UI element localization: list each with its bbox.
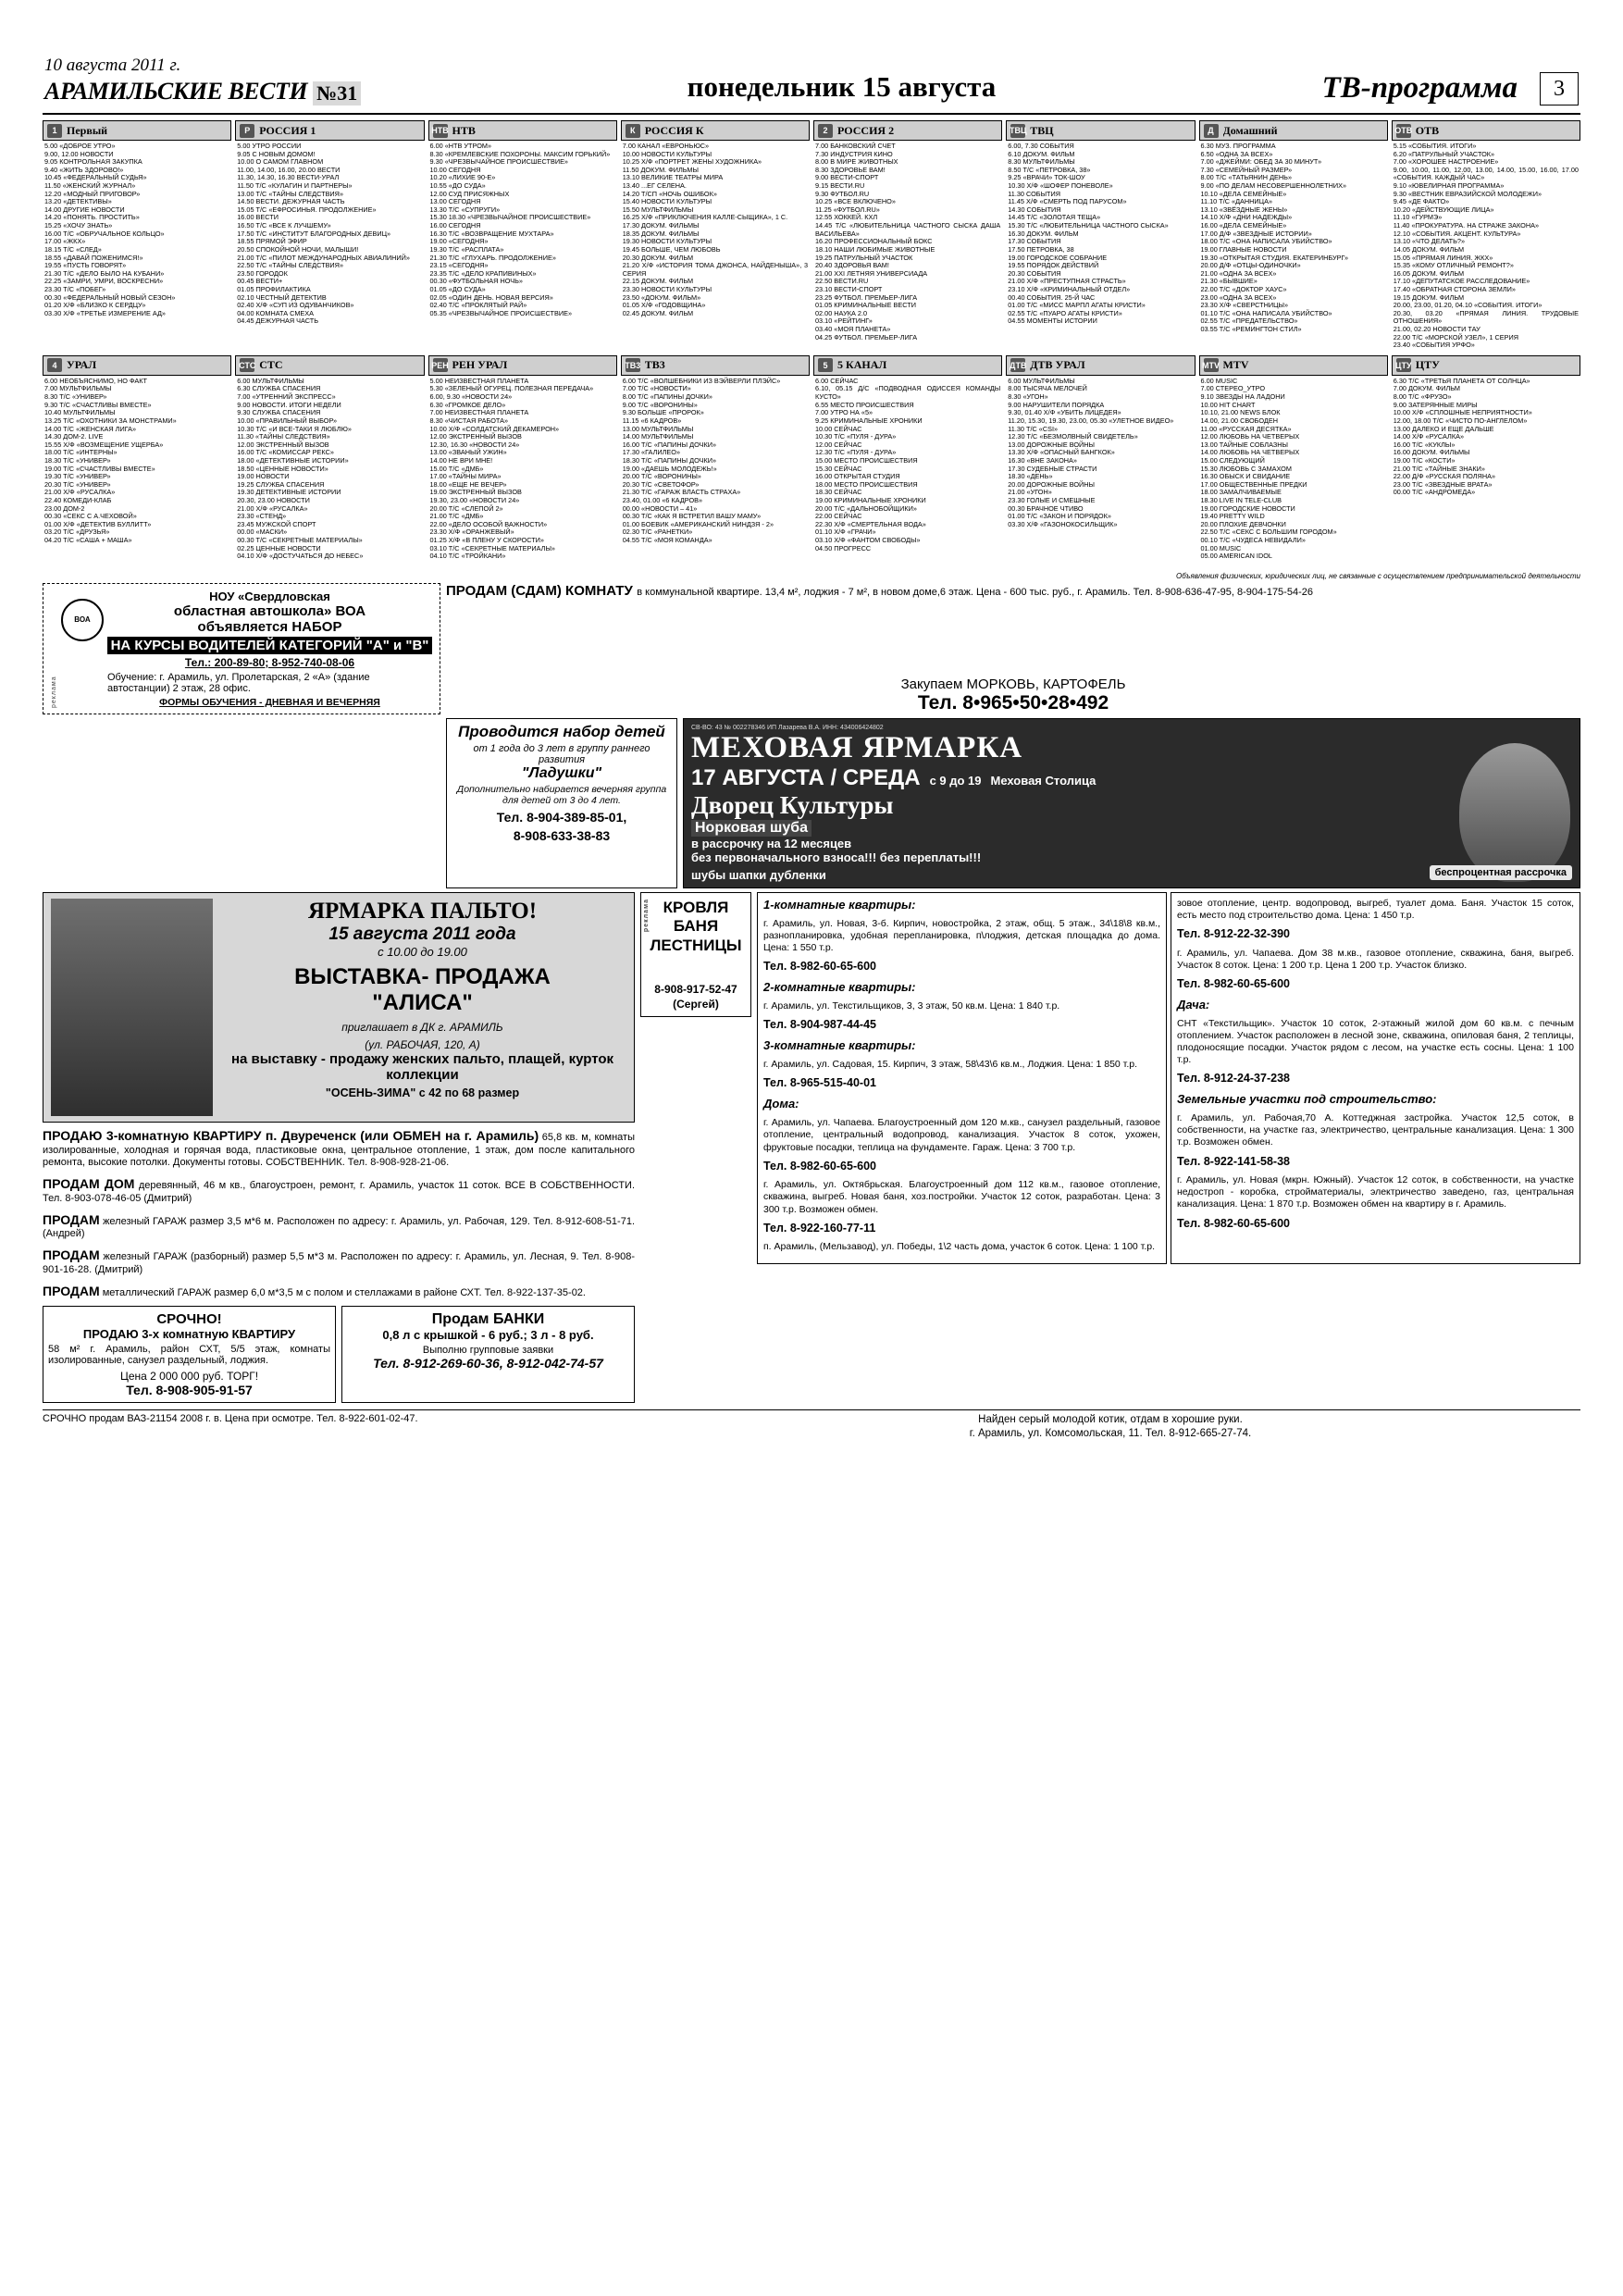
channel-column — [621, 355, 810, 561]
channel-column — [235, 120, 424, 350]
jars-note: Выполню групповые заявки — [422, 1345, 554, 1357]
channel-listing: 6.00 МУЛЬТФИЛЬМЫ 6.30 СЛУЖБА СПАСЕНИЯ 7.00 «УТРЕННИЙ ЭКСПРЕСС» 9.00 НОВОСТИ. ИТОГИ НЕДЕЛИ 9.30 СЛУЖБА СПАСЕНИЯ 10.00 «ПРАВИЛЬНЫЙ ВЫБОР» 10.30 Т/С «И ВСЕ-ТАКИ Я ЛЮБЛЮ» 11.30 «ТАЙНЫ СЛЕДСТВИЯ» 12.00 ЭКСТРЕННЫЙ ВЫЗОВ 16.00 Т/С «КОМИССАР РЕКС» 18.00 «ДЕТЕКТИВНЫЕ ИСТОРИИ» 18.50 «ЦЕННЫЕ НОВОСТИ» 19.00 НОВОСТИ 19.25 СЛУЖБА СПАСЕНИЯ 19.30 ДЕТЕКТИВНЫЕ ИСТОРИИ 20.30, 23.00 НОВОСТИ 21.00 Х/Ф «РУСАЛКА» 23.30 «СТЕНД» 23.45 МУЖСКОЙ СПОРТ 00.00 «МАСКИ» 00.30 Т/С «СЕКРЕТНЫЕ МАТЕРИАЛЫ» 02.25 ЦЕННЫЕ НОВОСТИ 04.10 Х/Ф «ДОСТУЧАТЬСЯ ДО НЕБЕС» — [237, 376, 364, 561]
realty-phone: Тел. 8-982-60-65-600 — [763, 1159, 876, 1173]
realty-item: г. Арамиль, ул. Чапаева. Дом 38 м.кв., газовое отопление, скважина, баня, выгреб. Участок 8 соток. Цена: 1 200 т.р. Цена 1 200 т.р. Участок близко. — [1177, 947, 1574, 971]
channel-listing: 5.15 «СОБЫТИЯ. ИТОГИ» 6.20 «ПАТРУЛЬНЫЙ УЧАСТОК» 7.00 «ХОРОШЕЕ НАСТРОЕНИЕ» 9.00, 10.00, 11.00, 12.00, 13.00, 14.00, 15.00, 16.00, 17.00 «СОБЫТИЯ. КАЖДЫЙ ЧАС» 9.10 «ЮВЕЛИРНАЯ ПРОГРАММА» 9.30 «ВЕСТНИК ЕВРАЗИЙСКОЙ МОЛОДЕЖИ» 9.45 «ДЕ ФАКТО» 10.20 «ДЕЙСТВУЮЩИЕ ЛИЦА» 11.10 «ГУРМЭ» 11.40 «ПРОКУРАТУРА. НА СТРАЖЕ ЗАКОНА» 12.10 «СОБЫТИЯ. АКЦЕНТ. КУЛЬТУРА» 13.10 «ЧТО ДЕЛАТЬ?» 14.05 ДОКУМ. ФИЛЬМ 15.05 «ПРЯМАЯ ЛИНИЯ. ЖКХ» 15.35 «КОМУ ОТЛИЧНЫЙ РЕМОНТ?» 16.05 ДОКУМ. ФИЛЬМ 17.10 «ДЕПУТАТСКОЕ РАССЛЕДОВАНИЕ» 17.40 «ОБРАТНАЯ СТОРОНА ЗЕМЛИ» 19.15 ДОКУМ. ФИЛЬМ 20.00, 23.00, 01.20, 04.10 «СОБЫТИЯ. ИТОГИ» 20.30, 03.20 «ПРЯМАЯ ЛИНИЯ. ТРУДОВЫЕ ОТНОШЕНИЯ» 21.00, 02.20 НОВОСТИ ТАУ 22.00 Т/С «МОРСКОЙ УЗЕЛ», 1 СЕРИЯ 23.40 «СОБЫТИЯ УРФО» — [1393, 142, 1579, 350]
channel-name: MTV — [1222, 358, 1249, 372]
fur-title: МЕХОВАЯ ЯРМАРКА — [691, 730, 1023, 764]
classified-head: ПРОДАМ — [43, 1283, 100, 1298]
coat-date: 15 августа 2011 года — [328, 924, 516, 944]
fur-installment: в рассрочку на 12 месяцев — [691, 836, 852, 850]
classified-body: железный ГАРАЖ (разборный) размер 5,5 м*3 м. Расположен по адресу: г. Арамиль, ул. Лесная, 9. Тел. 8-908-901-16-28. (Дмитрий) — [43, 1251, 635, 1275]
tv-schedule — [0, 115, 1623, 561]
urgent-flat-ad — [43, 1306, 336, 1403]
channel-column — [813, 120, 1002, 350]
coat-collection: "ОСЕНЬ-ЗИМА" с 42 по 68 размер — [325, 1086, 520, 1099]
channel-listing: 6.00 Т/С «ВОЛШЕБНИКИ ИЗ ВЭЙВЕРЛИ ПЛЭЙС» 7.00 Т/С «НОВОСТИ» 8.00 Т/С «ПАПИНЫ ДОЧКИ» 9.00 Т/С «ВОРОНИНЫ» 9.30 БОЛЬШЕ «ПРОРОК» 11.15 «6 КАДРОВ» 13.00 МУЛЬТФИЛЬМЫ 14.00 МУЛЬТФИЛЬМЫ 16.00 Т/С «ПАПИНЫ ДОЧКИ» 17.30 «ГАЛИЛЕО» 18.30 Т/С «ПАПИНЫ ДОЧКИ» 19.00 «ДАЕШЬ МОЛОДЕЖЬ!» 20.00 Т/С «ВОРОНИНЫ» 20.30 Т/С «СВЕТОФОР» 21.30 Т/С «ГАРАЖ ВЛАСТЬ СТРАХА» 23.40, 01.00 «6 КАДРОВ» 00.00 «НОВОСТИ – 41» 00.30 Т/С «КАК Я ВСТРЕТИЛ ВАШУ МАМУ» 01.00 БОЕВИК «АМЕРИКАНСКИЙ НИНДЗЯ - 2» 02.30 Т/С «РАНЕТКИ» 04.55 Т/С «МОЯ КОМАНДА» — [622, 376, 781, 545]
urgent-label: СРОЧНО! — [156, 1311, 222, 1328]
realty-head: 3-комнатные квартиры: — [763, 1038, 916, 1053]
realty-head: Земельные участки под строительство: — [1177, 1091, 1437, 1106]
kids-club-ad — [446, 718, 677, 888]
classified-item — [43, 1284, 635, 1300]
ads-row-3 — [43, 892, 1580, 1404]
fur-registration: СВ-ВО: 43 № 002278346 ИП Лазарева В.А. ИНН: 434006424802 — [691, 724, 884, 731]
realty-phone: Тел. 8-982-60-65-600 — [1177, 976, 1290, 990]
channel-listing: 6.30 МУЗ. ПРОГРАММА 6.50 «ОДНА ЗА ВСЕХ» 7.00 «ДЖЕЙМИ: ОБЕД ЗА 30 МИНУТ» 7.30 «СЕМЕЙНЫЙ РАЗМЕР» 8.00 Т/С «ТАТЬЯНИН ДЕНЬ» 9.00 «ПО ДЕЛАМ НЕСОВЕРШЕННОЛЕТНИХ» 10.10 «ДЕЛА СЕМЕЙНЫЕ» 11.10 Т/С «ДАННИЦА» 13.10 «ЗВЁЗДНЫЕ ЖЕНЫ» 14.10 Х/Ф «ДНИ НАДЕЖДЫ» 16.00 «ДЕЛА СЕМЕЙНЫЕ» 17.00 Д/Ф «ЗВЕЗДНЫЕ ИСТОРИИ» 18.00 Т/С «ОНА НАПИСАЛА УБИЙСТВО» 19.00 ГЛАВНЫЕ НОВОСТИ 19.30 «ОТКРЫТАЯ СТУДИЯ. ЕКАТЕРИНБУРГ» 20.00 Д/Ф «ОТЦЫ-ОДИНОЧКИ» 21.00 «ОДНА ЗА ВСЕХ» 21.30 «БЫВШИЕ» 22.00 Т/С «ДОКТОР ХАУС» 23.00 «ОДНА ЗА ВСЕХ» 23.30 Х/Ф «СВЕРСТНИЦЫ» 01.10 Т/С «ОНА НАПИСАЛА УБИЙСТВО» 02.55 Т/С «ПРЕДАТЕЛЬСТВО» 03.55 Т/С «РЕМИНГТОН СТИЛ» — [1200, 142, 1349, 334]
realty-phone: Тел. 8-982-60-65-600 — [1177, 1216, 1290, 1230]
fur-date: 17 АВГУСТА / СРЕДА — [691, 764, 921, 790]
classified-head: ПРОДАЮ 3-комнатную КВАРТИРУ п. Двуреченск (или ОБМЕН на г. Арамиль) — [43, 1127, 539, 1143]
realty-item: п. Арамиль, (Мельзавод), ул. Победы, 1\2 часть дома, участок 6 соток. Цена: 1 100 т.р. — [763, 1241, 1155, 1253]
channel-listing: 5.00 «ДОБРОЕ УТРО» 9.00, 12.00 НОВОСТИ 9.05 КОНТРОЛЬНАЯ ЗАКУПКА 9.40 «ЖИТЬ ЗДОРОВО!» 10.45 «ФЕДЕРАЛЬНЫЙ СУДЬЯ» 11.50 «ЖЕНСКИЙ ЖУРНАЛ» 12.20 «МОДНЫЙ ПРИГОВОР» 13.20 «ДЕТЕКТИВЫ» 14.00 ДРУГИЕ НОВОСТИ 14.20 «ПОНЯТЬ. ПРОСТИТЬ» 15.25 «ХОЧУ ЗНАТЬ» 16.00 Т/С «ОБРУЧАЛЬНОЕ КОЛЬЦО» 17.00 «ЖКХ» 18.15 Т/С «СЛЕД» 18.55 «ДАВАЙ ПОЖЕНИМСЯ!» 19.55 «ПУСТЬ ГОВОРЯТ» 21.30 Т/С «ДЕЛО БЫЛО НА КУБАНИ» 22.25 «ЗАМРИ, УМРИ, ВОСКРЕСНИ» 23.30 Т/С «ПОБЕГ» 00.30 «ФЕДЕРАЛЬНЫЙ НОВЫЙ СЕЗОН» 01.20 Х/Ф «БЛИЗКО К СЕРДЦУ» 03.30 Х/Ф «ТРЕТЬЕ ИЗМЕРЕНИЕ АД» — [44, 142, 176, 317]
footer-lostfound-line1: Найден серый молодой котик, отдам в хорошие руки. — [978, 1414, 1243, 1426]
autoschool-forms: ФОРМЫ ОБУЧЕНИЯ - ДНЕВНАЯ И ВЕЧЕРНЯЯ — [159, 696, 380, 708]
channel-header — [621, 120, 810, 141]
realty-item: г. Арамиль, ул. Чапаева. Благоустроенный дом 120 м.кв., санузел раздельный, газовое отопление, центральный водопровод, канализация. Участок 8 соток, ухожен, фруктовые посадки, теплица на фундаменте. Гараж. Цена: 3 700 т.р. — [763, 1117, 1160, 1153]
channel-header — [1392, 120, 1580, 141]
kids-phone1: Тел. 8-904-389-85-01, — [496, 809, 627, 825]
channel-header — [428, 355, 617, 376]
coat-expo: ВЫСТАВКА- ПРОДАЖА — [294, 963, 551, 989]
autoschool-line1: НОУ «Свердловская — [209, 589, 330, 603]
realty-head: 1-комнатные квартиры: — [763, 897, 916, 912]
realty-phone: Тел. 8-922-141-58-38 — [1177, 1154, 1290, 1168]
realty-phone: Тел. 8-904-987-44-45 — [763, 1018, 876, 1032]
urgent-title: ПРОДАЮ 3-х комнатную КВАРТИРУ — [82, 1327, 296, 1342]
channel-name: Первый — [67, 123, 108, 137]
channel-column — [1006, 355, 1195, 561]
roofing-l3: ЛЕСТНИЦЫ — [650, 936, 742, 954]
channel-name: 5 КАНАЛ — [837, 358, 887, 372]
footer-lostfound — [640, 1413, 1580, 1441]
jars-prices: 0,8 л с крышкой - 6 руб.; 3 л - 8 руб. — [382, 1328, 594, 1343]
page-number: 3 — [1540, 72, 1579, 105]
coat-model-photo — [51, 899, 213, 1116]
channel-header — [235, 355, 424, 376]
channel-name: РЕН УРАЛ — [452, 358, 508, 372]
autoschool-body — [107, 590, 432, 708]
classified-item — [43, 1128, 635, 1170]
footer-divider — [43, 1409, 1580, 1410]
realty-item: г. Арамиль, ул. Новая, 3-б. Кирпич, новостройка, 2 этаж, общ. 5 этаж., 34\18\8 кв.м., разнопланировка, удобная перепланировка, п\лоджия, детская площадка до дома. Цена: 1 550 т.р. — [763, 918, 1160, 954]
realty-item: г. Арамиль, ул. Садовая, 15. Кирпич, 3 этаж, 58\43\6 кв.м., Лоджия. Цена: 1 850 т.р. — [763, 1059, 1137, 1071]
channel-logo-icon: 1 — [47, 124, 62, 138]
paper-title-row — [44, 78, 361, 105]
autoschool-ad — [43, 583, 440, 714]
classified-item — [43, 1212, 635, 1242]
channel-header — [1006, 355, 1195, 376]
realty-phone: Тел. 8-922-160-77-11 — [763, 1221, 876, 1235]
reklama-label: реклама — [51, 676, 57, 708]
coat-fair-ad — [43, 892, 635, 1123]
channel-listing: 5.00 НЕИЗВЕСТНАЯ ПЛАНЕТА 5.30 «ЗЕЛЕНЫЙ ОГУРЕЦ. ПОЛЕЗНАЯ ПЕРЕДАЧА» 6.00, 9.30 «НОВОСТИ 24» 6.30 «ГРОМКОЕ ДЕЛО» 7.00 НЕИЗВЕСТНАЯ ПЛАНЕТА 8.30 «ЧИСТАЯ РАБОТА» 10.00 Х/Ф «СОЛДАТСКИЙ ДЕКАМЕРОН» 12.00 ЭКСТРЕННЫЙ ВЫЗОВ 12.30, 16.30 «НОВОСТИ 24» 13.00 «ЗВАНЫЙ УЖИН» 14.00 НЕ ВРИ МНЕ! 15.00 Т/С «ДМБ» 17.00 «ТАЙНЫ МИРА» 18.00 «ЕЩЕ НЕ ВЕЧЕР» 19.00 ЭКСТРЕННЫЙ ВЫЗОВ 19.30, 23.00 «НОВОСТИ 24» 20.00 Т/С «СЛЕПОЙ 2» 21.00 Т/С «ДМБ» 22.00 «ДЕЛО ОСОБОЙ ВАЖНОСТИ» 23.30 Х/Ф «ОРАНЖЕВЫЙ» 01.25 Х/Ф «В ПЛЕНУ У СКОРОСТИ» 03.10 Т/С «СЕКРЕТНЫЕ МАТЕРИАЛЫ» 04.10 Т/С «ТРОЙКАНИ» — [429, 376, 594, 561]
realty-item: СНТ «Текстильщик». Участок 10 соток, 2-этажный жилой дом 60 кв.м. с печным отоплением. Участок расположен в лесной зоне, скважина, опиловая баня, 2 теплицы, плодоносящие посадки. Участок рядом с лесом, на участке есть сосны. Цена: 1 100 т.р. — [1177, 1017, 1574, 1066]
channel-header — [621, 355, 810, 376]
roofing-l2: БАНЯ — [673, 917, 719, 936]
channel-column — [43, 120, 231, 350]
paper-name: АРАМИЛЬСКИЕ ВЕСТИ — [44, 78, 308, 105]
ads-row-4 — [43, 1306, 635, 1403]
kids-title: Проводится набор детей — [458, 722, 665, 740]
fur-brand: Меховая Столица — [990, 773, 1096, 788]
channel-logo-icon: 4 — [47, 358, 62, 372]
ads-row-1 — [43, 583, 1580, 714]
channel-name: СТС — [259, 358, 283, 372]
coat-goods: на выставку - продажу женских пальто, плащей, курток коллекции — [230, 1050, 614, 1083]
urgent-phone: Тел. 8-908-905-91-57 — [126, 1383, 253, 1398]
realty-block — [757, 892, 1580, 1265]
realty-phone: Тел. 8-965-515-40-01 — [763, 1076, 876, 1090]
channel-logo-icon: СТС — [240, 358, 254, 372]
page-footer — [0, 1403, 1623, 1450]
channel-name: ОТВ — [1415, 123, 1440, 137]
kids-extra: Дополнительно набирается вечерняя группа для детей от 3 до 4 лет. — [456, 783, 667, 806]
channel-name: Домашний — [1222, 123, 1278, 137]
kids-name: "Ладушки" — [521, 764, 602, 781]
classified-body: деревянный, 46 м кв., благоустроен, ремонт, г. Арамиль, участок 11 соток. ВСЕ В СОБСТВЕННОСТИ. Тел. 8-903-078-46-05 (Дмитрий) — [43, 1180, 635, 1204]
coat-invite: приглашает в ДК г. АРАМИЛЬ — [341, 1020, 503, 1034]
channel-listing: 7.00 БАНКОВСКИЙ СЧЕТ 7.30 ИНДУСТРИЯ КИНО 8.00 В МИРЕ ЖИВОТНЫХ 8.30 ЗДОРОВЬЕ ВАМ! 9.00 ВЕСТИ-СПОРТ 9.15 ВЕСТИ.RU 9.30 ФУТБОЛ.RU 10.25 «ВСЕ ВКЛЮЧЕНО» 11.25 «ФУТБОЛ.RU» 12.55 ХОККЕЙ. КХЛ 14.45 Т/С «ЛЮБИТЕЛЬНИЦА ЧАСТНОГО СЫСКА ДАША ВАСИЛЬЕВА» 16.20 ПРОФЕССИОНАЛЬНЫЙ БОКС 18.10 НАШИ ЛЮБИМЫЕ ЖИВОТНЫЕ 19.25 ПАТРУЛЬНЫЙ УЧАСТОК 20.40 ЗДОРОВЬЯ ВАМ! 21.00 ХХI ЛЕТНЯЯ УНИВЕРСИАДА 22.50 ВЕСТИ.RU 23.10 ВЕСТИ-СПОРТ 23.25 ФУТБОЛ. ПРЕМЬЕР-ЛИГА 01.05 КРИМИНАЛЬНЫЕ ВЕСТИ 02.00 НАУКА 2.0 03.10 «РЕЙТИНГ» 03.40 «МОЯ ПЛАНЕТА» 04.25 ФУТБОЛ. ПРЕМЬЕР-ЛИГА — [815, 142, 1001, 341]
channel-column — [1199, 355, 1388, 561]
autoschool-phone: Тел.: 200-89-80; 8-952-740-08-06 — [184, 655, 355, 669]
classified-body: железный ГАРАЖ размер 3,5 м*6 м. Расположен по адресу: г. Арамиль, ул. Рабочая, 129. Тел. 8-912-608-51-71. (Андрей) — [43, 1215, 635, 1240]
tv-row-top — [43, 120, 1580, 350]
classified-item — [43, 1247, 635, 1277]
masthead-right — [1322, 71, 1579, 105]
channel-listing: 6.00 СЕЙЧАС 6.10, 05.15 Д/С «ПОДВОДНАЯ ОДИССЕЯ КОМАНДЫ КУСТО» 6.55 МЕСТО ПРОИСШЕСТВИЯ 7.00 УТРО НА «5» 9.25 КРИМИНАЛЬНЫЕ ХРОНИКИ 10.00 СЕЙЧАС 10.30 Т/С «ПУЛЯ - ДУРА» 12.00 СЕЙЧАС 12.30 Т/С «ПУЛЯ - ДУРА» 15.00 МЕСТО ПРОИСШЕСТВИЯ 15.30 СЕЙЧАС 16.00 ОТКРЫТАЯ СТУДИЯ 18.00 МЕСТО ПРОИСШЕСТВИЯ 18.30 СЕЙЧАС 19.00 КРИМИНАЛЬНЫЕ ХРОНИКИ 20.00 Т/С «ДАЛЬНОБОЙЩИКИ» 22.00 СЕЙЧАС 22.30 Х/Ф «СМЕРТЕЛЬНАЯ ВОДА» 01.10 Х/Ф «ГРАЧИ» 03.10 Х/Ф «ФАНТОМ СВОБОДЫ» 04.50 ПРОГРЕСС — [815, 376, 1001, 552]
classified-head: ПРОДАМ — [43, 1247, 100, 1263]
fur-badge: беспроцентная рассрочка — [1430, 865, 1572, 880]
channel-logo-icon: Р — [240, 124, 254, 138]
channel-column — [428, 355, 617, 561]
urgent-text: 58 м² г. Арамиль, район СХТ, 5/5 этаж, комнаты изолированные, санузел раздельный, лоджия. — [48, 1344, 330, 1367]
fur-fair-ad — [683, 718, 1580, 888]
carrot-ad-title: Закупаем МОРКОВЬ, КАРТОФЕЛЬ — [900, 676, 1126, 692]
issue-date: 10 августа 2011 г. — [44, 56, 181, 75]
urgent-price: Цена 2 000 000 руб. ТОРГ! — [119, 1370, 259, 1384]
channel-name: УРАЛ — [67, 358, 97, 372]
channel-logo-icon: ОТВ — [1396, 124, 1411, 138]
realty-phone: Тел. 8-982-60-65-600 — [763, 960, 876, 974]
autoschool-courses: НА КУРСЫ ВОДИТЕЛЕЙ КАТЕГОРИЙ "А" и "В" — [107, 637, 432, 654]
reklama-label: реклама — [643, 898, 650, 932]
realty-item: г. Арамиль, ул. Октябрьская. Благоустроенный дом 112 кв.м., газовое отопление, скважина, выгреб. Новая баня, хоз.постройки. Участок 12 соток, разработан. Цена: 3 300 т.р. Возможен обмен. — [763, 1179, 1160, 1215]
coat-address: (ул. РАБОЧАЯ, 120, А) — [365, 1037, 480, 1051]
fur-side-text: шубы шапки дубленки — [691, 867, 826, 882]
classified-item — [43, 1176, 635, 1206]
coat-ad-body — [213, 899, 626, 1116]
ads-col-coat — [43, 892, 635, 1404]
roofing-contact: (Сергей) — [673, 998, 719, 1011]
footer-row — [43, 1413, 1580, 1441]
fur-product: Норковая шуба — [691, 820, 812, 837]
autoschool-line2: областная автошкола» ВОА — [173, 602, 366, 619]
channel-header — [1006, 120, 1195, 141]
channel-name: РОССИЯ 1 — [259, 123, 316, 137]
channel-header — [428, 120, 617, 141]
channel-logo-icon: НТВ — [433, 124, 448, 138]
channel-listing: 6.00 MUSIC 7.00 СТЕРЕО_УТРО 9.10 ЗВЕЗДЫ НА ЛАДОНИ 10.00 HIT CHART 10.10, 21.00 NEWS БЛОК 14.00, 21.00 СВОБОДЕН 11.00 «РУССКАЯ ДЕСЯТКА» 12.00 ЛЮБОВЬ НА ЧЕТВЕРЫХ 13.00 ТАЙНЫЕ СОБЛАЗНЫ 14.00 ЛЮБОВЬ НА ЧЕТВЕРЫХ 15.00 СЛЕДУЮЩИЙ 15.30 ЛЮБОВЬ С ЗАМАХОМ 16.30 ОБЫСК И СВИДАНИЕ 17.00 ОБЩЕСТВЕННЫЕ ПРЕДКИ 18.00 ЗАМАЛЧИВАЕМЫЕ 18.30 LIVE IN TELE-CLUB 19.00 ГОРОДСКИЕ НОВОСТИ 19.40 PRETTY WILD 20.00 ПЛОХИЕ ДЕВЧОНКИ 22.50 Т/С «СЕКС С БОЛЬШИМ ГОРОДОМ» 00.10 Т/С «ЧУДЕСА НЕВИДАЛИ» 01.00 MUSIC 05.00 AMERICAN IDOL — [1200, 376, 1337, 561]
channel-name: ТВЦ — [1030, 123, 1054, 137]
autoschool-address: Обучение: г. Арамиль, ул. Пролетарская, 2 «А» (здание автостанции) 2 этаж, 28 офис. — [107, 671, 370, 694]
realty-item: г. Арамиль, ул. Текстильщиков, 3, 3 этаж, 50 кв.м. Цена: 1 840 т.р. — [763, 1000, 1060, 1012]
channel-name: РОССИЯ 2 — [837, 123, 895, 137]
channel-column — [235, 355, 424, 561]
roofing-phone: 8-908-917-52-47 — [654, 983, 737, 997]
channel-column — [813, 355, 1002, 561]
channel-logo-icon: MTV — [1204, 358, 1219, 372]
channel-name: ЦТУ — [1415, 358, 1440, 372]
jars-phone: Тел. 8-912-269-60-36, 8-912-042-74-57 — [373, 1356, 603, 1371]
ads-col-mid — [446, 583, 1580, 714]
realty-column-2 — [1171, 892, 1580, 1265]
realty-item: г. Арамиль, ул. Рабочая,70 А. Коттеджная застройка. Участок 12,5 соток, в собственности, на участке газ, электричество, центральные канализация. Цена: 1 300 т.р. Возможен обмен. — [1177, 1112, 1574, 1148]
channel-name: ДТВ УРАЛ — [1030, 358, 1085, 372]
channel-header — [235, 120, 424, 141]
footer-lostfound-line2: г. Арамиль, ул. Комсомольская, 11. Тел. 8-912-665-27-74. — [969, 1428, 1252, 1440]
channel-header — [1199, 120, 1388, 141]
channel-logo-icon: ЦТУ — [1396, 358, 1411, 372]
channel-logo-icon: К — [626, 124, 640, 138]
section-title: ТВ-программа — [1321, 71, 1518, 105]
channel-column — [428, 120, 617, 350]
advertisements — [0, 566, 1623, 1404]
carrot-ad — [446, 676, 1580, 714]
coat-title: ЯРМАРКА ПАЛЬТО! — [307, 898, 538, 924]
channel-header — [813, 355, 1002, 376]
ads-row-2 — [43, 718, 1580, 888]
channel-header — [43, 120, 231, 141]
classified-head: ПРОДАМ — [43, 1211, 100, 1227]
channel-logo-icon: ТВ3 — [626, 358, 640, 372]
tv-row-bottom — [43, 355, 1580, 561]
room-ad-title: ПРОДАМ (СДАМ) КОМНАТУ — [446, 582, 633, 599]
fur-nodeposit: без первоначального взноса!!! без переплаты!!! — [691, 850, 982, 864]
ads-spacer-left — [43, 718, 440, 888]
issue-number: №31 — [313, 81, 361, 105]
channel-column — [1006, 120, 1195, 350]
channel-column — [1392, 120, 1580, 350]
channel-listing: 6.00 «НТВ УТРОМ» 8.30 «КРЕМЛЕВСКИЕ ПОХОРОНЫ. МАКСИМ ГОРЬКИЙ» 9.30 «ЧРЕЗВЫЧАЙНОЕ ПРОИСШЕСТВИЕ» 10.00 СЕГОДНЯ 10.20 «ЛИХИЕ 90-Е» 10.55 «ДО СУДА» 12.00 СУД ПРИСЯЖНЫХ 13.00 СЕГОДНЯ 13.30 Т/С «СУПРУГИ» 15.30 18.30 «ЧРЕЗВЫЧАЙНОЕ ПРОИСШЕСТВИЕ» 16.00 СЕГОДНЯ 16.30 Т/С «ВОЗВРАЩЕНИЕ МУХТАРА» 19.00 «СЕГОДНЯ» 19.30 Т/С «РАСПЛАТА» 21.30 Т/С «ГЛУХАРЬ. ПРОДОЛЖЕНИЕ» 23.15 «СЕГОДНЯ» 23.35 Т/С «ДЕЛО КРАПИВИНЫХ» 00.30 «ФУТБОЛЬНАЯ НОЧЬ» 01.05 «ДО СУДА» 02.05 «ОДИН ДЕНЬ. НОВАЯ ВЕРСИЯ» 02.40 Т/С «ПРОКЛЯТЫЙ РАЙ» 05.35 «ЧРЕЗВЫЧАЙНОЕ ПРОИСШЕСТВИЕ» — [429, 142, 611, 317]
channel-listing: 7.00 КАНАЛ «ЕВРОНЬЮС» 10.00 НОВОСТИ КУЛЬТУРЫ 10.25 Х/Ф «ПОРТРЕТ ЖЕНЫ ХУДОЖНИКА» 11.50 ДОКУМ. ФИЛЬМЫ 13.10 ВЕЛИКИЕ ТЕАТРЫ МИРА 13.40 ...ЕГ СЕЛЕНА. 14.20 Т/СП «НОЧЬ ОШИБОК» 15.40 НОВОСТИ КУЛЬТУРЫ 15.50 МУЛЬТФИЛЬМЫ 16.25 Х/Ф «ПРИКЛЮЧЕНИЯ КАЛЛЕ-СЫЩИКА», 1 С. 17.30 ДОКУМ. ФИЛЬМЫ 18.35 ДОКУМ. ФИЛЬМЫ 19.30 НОВОСТИ КУЛЬТУРЫ 19.45 БОЛЬШЕ, ЧЕМ ЛЮБОВЬ 20.30 ДОКУМ. ФИЛЬМ 21.20 Х/Ф «ИСТОРИЯ ТОМА ДЖОНСА, НАЙДЕНЫША», 3 СЕРИЯ 22.15 ДОКУМ. ФИЛЬМ 23.30 НОВОСТИ КУЛЬТУРЫ 23.50 «ДОКУМ. ФИЛЬМ» 01.05 Х/Ф «ГОДОВЩИНА» 02.45 ДОКУМ. ФИЛЬМ — [622, 142, 808, 317]
channel-logo-icon: ТВЦ — [1010, 124, 1025, 138]
realty-head: 2-комнатные квартиры: — [763, 980, 916, 995]
classified-list — [43, 1128, 635, 1300]
realty-column-1 — [757, 892, 1167, 1265]
channel-logo-icon: 5 — [818, 358, 833, 372]
jars-title: Продам БАНКИ — [431, 1311, 545, 1328]
kids-phone2: 8-908-633-38-83 — [513, 827, 611, 843]
room-ad-text: в коммунальной квартире. 13,4 м², лоджия - 7 м², в новом доме,6 этаж. Цена - 600 тыс. руб., г. Арамиль. Тел. 8-908-636-47-95, 8-904-175-54-26 — [637, 586, 1313, 598]
model-photo — [1459, 743, 1570, 882]
coat-hours: с 10.00 до 19.00 — [378, 944, 467, 959]
channel-listing: 6.00 МУЛЬТФИЛЬМЫ 8.00 ТЫСЯЧА МЕЛОЧЕЙ 8.30 «УГОН» 9.00 НАРУШИТЕЛИ ПОРЯДКА 9.30, 01.40 Х/Ф «УБИТЬ ЛИЦЕДЕЯ» 11.20, 15.30, 19.30, 23.00, 05.30 «УЛЕТНОЕ ВИДЕО» 11.30 Т/С «CSI» 12.30 Т/С «БЕЗМОЛВНЫЙ СВИДЕТЕЛЬ» 13.00 ДОРОЖНЫЕ ВОЙНЫ 13.30 Х/Ф «ОПАСНЫЙ БАНГКОК» 16.30 «ВНЕ ЗАКОНА» 17.30 СУДЕБНЫЕ СТРАСТИ 18.30 «ДЕНЬ» 20.00 ДОРОЖНЫЕ ВОЙНЫ 21.00 «УГОН» 23.30 ГОЛЫЕ И СМЕШНЫЕ 00.30 БРАЧНОЕ ЧТИВО 01.00 Т/С «ЗАКОН И ПОРЯДОК» 03.30 Х/Ф «ГАЗОНОКОСИЛЬЩИК» — [1008, 376, 1174, 528]
channel-header — [1392, 355, 1580, 376]
channel-listing: 5.00 УТРО РОССИИ 9.05 С НОВЫМ ДОМОМ! 10.00 О САМОМ ГЛАВНОМ 11.00, 14.00, 16.00, 20.00 ВЕСТИ 11.30, 14.30, 16.30 ВЕСТИ-УРАЛ 11.50 Т/С «КУЛАГИН И ПАРТНЕРЫ» 13.00 Т/С «ТАЙНЫ СЛЕДСТВИЯ» 14.50 ВЕСТИ. ДЕЖУРНАЯ ЧАСТЬ 15.05 Т/С «ЕФРОСИНЬЯ. ПРОДОЛЖЕНИЕ» 16.00 ВЕСТИ 16.50 Т/С «ВСЕ К ЛУЧШЕМУ» 17.50 Т/С «ИНСТИТУТ БЛАГОРОДНЫХ ДЕВИЦ» 18.55 ПРЯМОЙ ЭФИР 20.50 СПОКОЙНОЙ НОЧИ, МАЛЫШИ! 21.00 Т/С «ПИЛОТ МЕЖДУНАРОДНЫХ АВИАЛИНИЙ» 22.50 Т/С «ТАЙНЫ СЛЕДСТВИЯ» 23.50 ГОРОДОК 00.45 ВЕСТИ+ 01.05 ПРОФИЛАКТИКА 02.10 ЧЕСТНЫЙ ДЕТЕКТИВ 02.40 Х/Ф «СУП ИЗ ОДУВАНЧИКОВ» 04.00 КОМНАТА СМЕХА 04.45 ДЕЖУРНАЯ ЧАСТЬ — [237, 142, 410, 326]
fur-hours: с 9 до 19 — [929, 773, 982, 788]
realty-item: зовое отопление, центр. водопровод, выгреб, туалет дома. Баня. Участок 15 соток, есть место под строительство дома. Цена: 1 450 т.р. — [1177, 897, 1574, 921]
channel-logo-icon: РЕН — [433, 358, 448, 372]
fur-venue: Дворец Культуры — [691, 790, 894, 819]
channel-header — [1199, 355, 1388, 376]
autoschool-line3: объявляется НАБОР — [197, 618, 342, 635]
ads-disclaimer: Объявления физических, юридических лиц, не связанные с осуществлением предпринимательской деятельности — [1176, 571, 1580, 580]
realty-phone: Тел. 8-912-24-37-238 — [1177, 1072, 1290, 1086]
channel-logo-icon: ДТВ — [1010, 358, 1025, 372]
realty-head: Дома: — [763, 1097, 799, 1111]
masthead — [0, 0, 1623, 111]
channel-column — [1199, 120, 1388, 350]
channel-column — [43, 355, 231, 561]
channel-header — [813, 120, 1002, 141]
channel-logo-icon: Д — [1204, 124, 1219, 138]
coat-brand: "АЛИСА" — [372, 989, 473, 1015]
carrot-ad-phone: Тел. 8•965•50•28•492 — [917, 691, 1109, 714]
channel-header — [43, 355, 231, 376]
voa-emblem-icon: ВОА — [61, 599, 104, 641]
footer-car-ad: СРОЧНО продам ВАЗ-21154 2008 г. в. Цена при осмотре. Тел. 8-922-601-02-47. — [43, 1413, 418, 1425]
channel-listing: 6.00, 7.30 СОБЫТИЯ 6.10 ДОКУМ. ФИЛЬМ 8.30 МУЛЬТФИЛЬМЫ 8.50 Т/С «ПЕТРОВКА, 38» 9.25 «ВРАЧИ» ТОК-ШОУ 10.30 Х/Ф «ШОФЕР ПОНЕВОЛЕ» 11.30 СОБЫТИЯ 11.45 Х/Ф «СМЕРТЬ ПОД ПАРУСОМ» 14.30 СОБЫТИЯ 14.45 Т/С «ЗОЛОТАЯ ТЕЩА» 15.30 Т/С «ЛЮБИТЕЛЬНИЦА ЧАСТНОГО СЫСКА» 16.30 ДОКУМ. ФИЛЬМ 17.30 СОБЫТИЯ 17.50 ПЕТРОВКА, 38 19.00 ГОРОДСКОЕ СОБРАНИЕ 19.55 ПОРЯДОК ДЕЙСТВИЙ 20.30 СОБЫТИЯ 21.00 Х/Ф «ПРЕСТУПНАЯ СТРАСТЬ» 23.10 Х/Ф «КРИМИНАЛЬНЫЙ ОТДЕЛ» 00.40 СОБЫТИЯ. 25-Й ЧАС 01.00 Т/С «МИСС МАРПЛ АГАТЫ КРИСТИ» 02.55 Т/С «ПУАРО АГАТЫ КРИСТИ» 04.55 МОМЕНТЫ ИСТОРИИ — [1008, 142, 1169, 326]
channel-name: ТВ3 — [644, 358, 665, 372]
kids-subtitle: от 1 года до 3 лет в группу раннего развития — [473, 742, 650, 765]
classified-body: металлический ГАРАЖ размер 6,0 м*3,5 м с полом и стеллажами в районе СХТ. Тел. 8-922-137-35-02. — [102, 1286, 586, 1298]
channel-name: РОССИЯ К — [644, 123, 704, 137]
channel-column — [621, 120, 810, 350]
channel-logo-icon: 2 — [818, 124, 833, 138]
realty-item: г. Арамиль, ул. Новая (мкрн. Южный). Участок 12 соток, в собственности, на участке недостроп - коробка, стройматериалы, электричество заведено, газ, центральная канализация. Цена: 1 870 т.р. Возможен обмен на квартиру в г. Арамиль. — [1177, 1174, 1574, 1210]
channel-listing: 6.00 НЕОБЪЯСНИМО, НО ФАКТ 7.00 МУЛЬТФИЛЬМЫ 8.30 Т/С «УНИВЕР» 9.30 Т/С «СЧАСТЛИВЫ ВМЕСТЕ» 10.40 МУЛЬТФИЛЬМЫ 13.25 Т/С «ОХОТНИКИ ЗА МОНСТРАМИ» 14.00 Т/С «ЖЕНСКАЯ ЛИГА» 14.30 ДОМ-2. LIVE 15.55 Х/Ф «ВОЗМЕЩЕНИЕ УЩЕРБА» 18.00 Т/С «ИНТЕРНЫ» 18.30 Т/С «УНИВЕР» 19.00 Т/С «СЧАСТЛИВЫ ВМЕСТЕ» 19.30 Т/С «УНИВЕР» 20.30 Т/С «УНИВЕР» 21.00 Х/Ф «РУСАЛКА» 22.40 КОМЕДИ-КЛАБ 23.00 ДОМ-2 00.30 «СЕКС С А.ЧЕХОВОЙ» 01.00 Х/Ф «ДЕТЕКТИВ БУЛЛИТТ» 03.20 Т/С «ДРУЗЬЯ» 04.20 Т/С «САША + МАША» — [44, 376, 177, 545]
realty-phone: Тел. 8-912-22-32-390 — [1177, 927, 1290, 941]
channel-listing: 6.30 Т/С «ТРЕТЬЯ ПЛАНЕТА ОТ СОЛНЦА» 7.00 ДОКУМ. ФИЛЬМ 8.00 Т/С «ФРУЗО» 9.00 ЗАТЕРЯННЫЕ МИРЫ 10.00 Х/Ф «СПЛОШНЫЕ НЕПРИЯТНОСТИ» 12.00, 18.00 Т/С «ЧИСТО ПО-АНГЛЕЛОМ» 13.00 ДАЛЕКО И ЕЩЕ ДАЛЬШЕ 14.00 Х/Ф «РУСАЛКА» 16.00 Т/С «КУКЛЫ» 16.00 ДОКУМ. ФИЛЬМЫ 19.00 Т/С «КОСТИ» 21.00 Т/С «ТАЙНЫЕ ЗНАКИ» 22.00 Д/Ф «РУССКАЯ ПОЛЯНА» 23.00 Т/С «ЗВЕЗДНЫЕ ВРАТА» 00.00 Т/С «АНДРОМЕДА» — [1393, 376, 1532, 497]
channel-column — [1392, 355, 1580, 561]
classified-head: ПРОДАМ ДОМ — [43, 1176, 135, 1192]
room-ad — [446, 583, 1580, 667]
jars-ad — [341, 1306, 635, 1403]
roofing-ad — [640, 892, 751, 1017]
realty-head: Дача: — [1177, 997, 1210, 1011]
masthead-left — [44, 56, 361, 105]
roofing-l1: КРОВЛЯ — [663, 898, 729, 916]
channel-name: НТВ — [452, 123, 476, 137]
classified-body: 65,8 кв. м, комнаты изолированные, холодная и горячая вода, пластиковые окна, центральное отопление, 1 этаж, дом после капитального ремонта, высокие потолки. Документы готовы. СОБСТВЕННИК. Тел. 8-908-928-21-06. — [43, 1131, 635, 1169]
page-title: понедельник 15 августа — [687, 70, 997, 103]
